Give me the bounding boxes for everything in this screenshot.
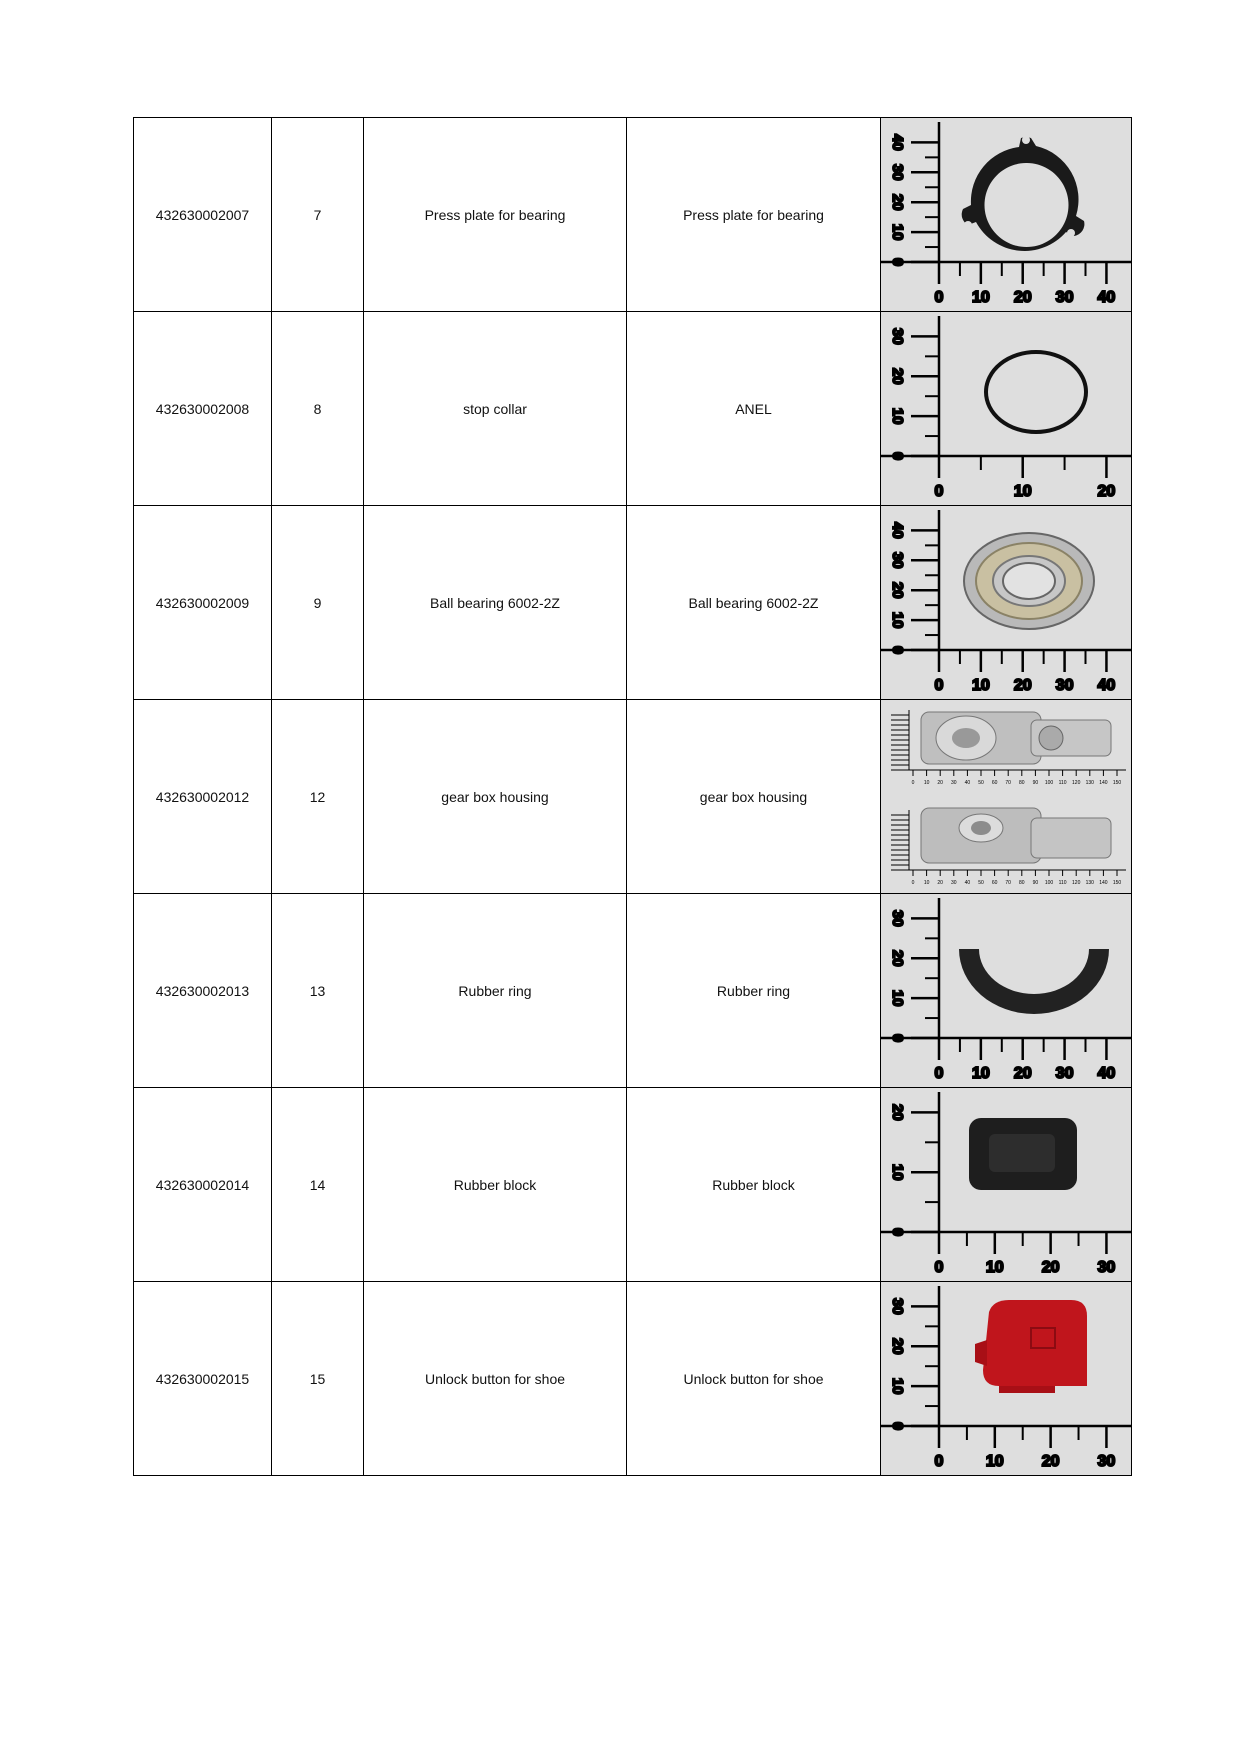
- table-row: [134, 894, 1132, 1088]
- scale-tick-label: 50: [978, 880, 984, 886]
- table-row: [134, 1282, 1132, 1476]
- table-row: [134, 700, 1132, 894]
- scale-tick-label: 150: [1112, 780, 1122, 786]
- scale-tick-label: 0: [911, 880, 915, 886]
- scale-tick-label: 0: [934, 483, 944, 500]
- scale-tick-label: 0: [934, 289, 944, 306]
- part-number: 432630002008: [134, 312, 272, 506]
- ball-bearing-photo: [881, 506, 1131, 699]
- scale-tick-label: 80: [1019, 780, 1025, 786]
- scale-tick-label: 40: [1097, 289, 1116, 306]
- scale-tick-label: 20: [937, 880, 943, 886]
- scale-tick-label: 20: [1097, 483, 1116, 500]
- scale-tick-label: 30: [1055, 289, 1074, 306]
- unlock-button-photo: [881, 1282, 1131, 1475]
- scale-tick-label: 110: [1058, 780, 1067, 786]
- scale-tick-label: 20: [889, 581, 907, 599]
- table-row: [134, 312, 1132, 506]
- scale-tick-label: 100: [1044, 780, 1054, 786]
- press-plate-shape: [962, 137, 1085, 251]
- scale-tick-label: 20: [1013, 289, 1032, 306]
- table-row: [134, 118, 1132, 312]
- part-number: 432630002009: [134, 506, 272, 700]
- scale-tick-label: 30: [889, 163, 907, 181]
- position-number: 9: [272, 506, 364, 700]
- scale-tick-label: 40: [1097, 677, 1116, 694]
- scale-tick-label: 0: [889, 645, 907, 655]
- part-photo: [881, 1282, 1132, 1476]
- stop-collar-photo: [881, 312, 1131, 505]
- part-number: 432630002014: [134, 1088, 272, 1282]
- scale-tick-label: 40: [964, 880, 971, 886]
- scale-tick-label: 10: [1013, 483, 1032, 500]
- scale-tick-label: 30: [1055, 1065, 1074, 1082]
- scale-tick-label: 10: [971, 1065, 990, 1082]
- unlock-button-shape: [975, 1300, 1087, 1393]
- scale-tick-label: 150: [1112, 880, 1122, 886]
- position-number: 15: [272, 1282, 364, 1476]
- parts-table: [133, 117, 1132, 1476]
- scale-tick-label: 10: [889, 223, 907, 241]
- scale-tick-label: 30: [889, 551, 907, 569]
- rubber-block-photo: [881, 1088, 1131, 1281]
- scale-tick-label: 0: [934, 677, 944, 694]
- scale-tick-label: 130: [1085, 780, 1094, 786]
- part-number: 432630002015: [134, 1282, 272, 1476]
- ball-bearing-shape: [964, 533, 1094, 629]
- scale-tick-label: 10: [985, 1259, 1004, 1276]
- scale-tick-label: 0: [889, 1421, 907, 1431]
- scale-tick-label: 20: [1041, 1259, 1060, 1276]
- position-number: 8: [272, 312, 364, 506]
- part-description: Press plate for bearing: [627, 118, 881, 312]
- stop-collar-shape: [986, 352, 1086, 432]
- position-number: 13: [272, 894, 364, 1088]
- scale-tick-label: 30: [1097, 1453, 1116, 1470]
- part-number: 432630002013: [134, 894, 272, 1088]
- table-row: [134, 506, 1132, 700]
- part-description: ANEL: [627, 312, 881, 506]
- scale-tick-label: 120: [1072, 780, 1081, 786]
- part-photo: [881, 1088, 1132, 1282]
- gear-box-housing-shape: [921, 712, 1111, 863]
- part-photo: [881, 312, 1132, 506]
- scale-tick-label: 40: [964, 780, 971, 786]
- rubber-ring-shape: [959, 949, 1109, 1014]
- scale-tick-label: 140: [1099, 780, 1108, 786]
- scale-tick-label: 10: [889, 1163, 907, 1181]
- scale-tick-label: 10: [923, 780, 930, 786]
- part-name: Ball bearing 6002-2Z: [364, 506, 627, 700]
- scale-tick-label: 20: [937, 780, 943, 786]
- part-description: Ball bearing 6002-2Z: [627, 506, 881, 700]
- scale-tick-label: 120: [1072, 880, 1081, 886]
- part-name: Rubber ring: [364, 894, 627, 1088]
- rubber-ring-photo: [881, 894, 1131, 1087]
- scale-tick-label: 20: [1041, 1453, 1060, 1470]
- part-name: gear box housing: [364, 700, 627, 894]
- scale-tick-label: 30: [889, 1298, 907, 1315]
- scale-tick-label: 10: [889, 407, 907, 425]
- part-name: Unlock button for shoe: [364, 1282, 627, 1476]
- scale-tick-label: 30: [1055, 677, 1074, 694]
- scale-tick-label: 30: [889, 328, 907, 345]
- part-number: 432630002007: [134, 118, 272, 312]
- position-number: 7: [272, 118, 364, 312]
- rubber-block-shape: [969, 1118, 1077, 1190]
- scale-tick-label: 30: [1097, 1259, 1116, 1276]
- scale-tick-label: 30: [951, 880, 957, 886]
- scale-tick-label: 0: [889, 257, 907, 267]
- scale-tick-label: 20: [889, 1337, 907, 1355]
- press-plate-photo: [881, 118, 1131, 311]
- scale-tick-label: 0: [934, 1259, 944, 1276]
- scale-tick-label: 20: [1013, 677, 1032, 694]
- scale-tick-label: 20: [889, 949, 907, 967]
- gear-box-housing-photo: [881, 700, 1131, 893]
- part-name: Press plate for bearing: [364, 118, 627, 312]
- part-photo: [881, 506, 1132, 700]
- scale-tick-label: 0: [934, 1453, 944, 1470]
- scale-tick-label: 30: [951, 780, 957, 786]
- photo-scale: [881, 122, 1131, 306]
- part-description: gear box housing: [627, 700, 881, 894]
- scale-tick-label: 10: [889, 611, 907, 629]
- part-name: Rubber block: [364, 1088, 627, 1282]
- part-description: Unlock button for shoe: [627, 1282, 881, 1476]
- scale-tick-label: 10: [985, 1453, 1004, 1470]
- scale-tick-label: 20: [889, 193, 907, 211]
- part-description: Rubber block: [627, 1088, 881, 1282]
- scale-tick-label: 100: [1044, 880, 1054, 886]
- photo-scale: [881, 316, 1131, 500]
- scale-tick-label: 30: [889, 910, 907, 927]
- scale-tick-label: 20: [889, 1104, 907, 1121]
- scale-tick-label: 0: [889, 451, 907, 461]
- scale-tick-label: 50: [978, 780, 984, 786]
- part-photo: [881, 118, 1132, 312]
- scale-tick-label: 130: [1085, 880, 1094, 886]
- part-description: Rubber ring: [627, 894, 881, 1088]
- scale-tick-label: 40: [889, 134, 907, 151]
- part-name: stop collar: [364, 312, 627, 506]
- scale-tick-label: 10: [971, 677, 990, 694]
- scale-tick-label: 0: [889, 1227, 907, 1237]
- scale-tick-label: 0: [911, 780, 915, 786]
- scale-tick-label: 40: [889, 522, 907, 539]
- scale-tick-label: 80: [1019, 880, 1025, 886]
- scale-tick-label: 40: [1097, 1065, 1116, 1082]
- scale-tick-label: 20: [889, 367, 907, 385]
- scale-tick-label: 0: [934, 1065, 944, 1082]
- scale-tick-label: 70: [1005, 780, 1011, 786]
- scale-tick-label: 20: [1013, 1065, 1032, 1082]
- part-number: 432630002012: [134, 700, 272, 894]
- scale-tick-label: 60: [991, 880, 998, 886]
- scale-tick-label: 10: [971, 289, 990, 306]
- scale-tick-label: 70: [1005, 880, 1011, 886]
- table-row: [134, 1088, 1132, 1282]
- scale-tick-label: 140: [1099, 880, 1108, 886]
- scale-tick-label: 90: [1032, 780, 1039, 786]
- scale-tick-label: 60: [991, 780, 998, 786]
- scale-tick-label: 0: [889, 1033, 907, 1043]
- scale-tick-label: 10: [923, 880, 930, 886]
- position-number: 14: [272, 1088, 364, 1282]
- part-photo: [881, 894, 1132, 1088]
- scale-tick-label: 90: [1032, 880, 1039, 886]
- part-photo: [881, 700, 1132, 894]
- scale-tick-label: 10: [889, 989, 907, 1007]
- scale-tick-label: 10: [889, 1377, 907, 1395]
- scale-tick-label: 110: [1058, 880, 1067, 886]
- position-number: 12: [272, 700, 364, 894]
